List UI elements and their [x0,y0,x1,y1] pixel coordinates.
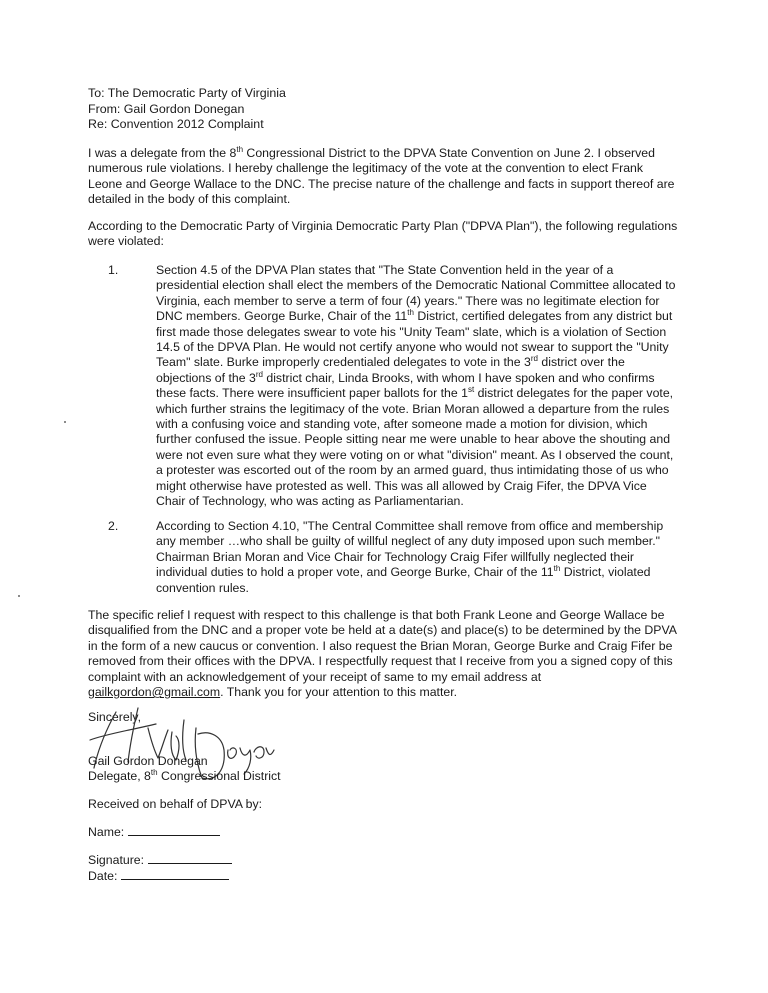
item-1-text [156,263,679,510]
header-to: To: The Democratic Party of Virginia [88,86,286,100]
signature-label: Signature: [88,853,145,867]
item-1-part-2: District, certified delegates from any district but first made those delegates swear to vote his "Unity Team" slate, which is a violation of Section 14.5 of the DPVA Plan. He would not certify anyone who would not swear to support the "Unity Team" slate. Burke improperly credentialed delegates to vote in the 3 [156,309,673,370]
closing: Sincerely, [88,710,142,724]
intro-text-a: I was a delegate from the 8 [88,146,237,160]
header-re: Re: Convention 2012 Complaint [88,117,264,131]
plan-intro-paragraph: According to the Democratic Party of Virginia Democratic Party Plan ("DPVA Plan"), the following regulations were violated: [88,219,678,249]
item-1-sup-3: rd [255,369,263,379]
item-1-sup-4: st [467,385,475,395]
scan-speck [18,595,20,597]
intro-sup: th [236,144,244,154]
item-1-sup-2: rd [530,354,538,364]
signer-title-b: Congressional District [157,769,281,783]
date-blank [121,869,229,880]
item-2-part-1: According to Section 4.10, "The Central Committee shall remove from office and membership any member …who shall be guilty of willful neglect of any duty imposed upon such member." Chairman Brian Moran and Vice Chair for Technology Craig Fifer willfully neglected their individual duties to hold a proper vote, and George Burke, Chair of the 11 [156,519,664,580]
name-blank [128,825,220,836]
intro-text-b: Congressional District to the DPVA State Convention on June 2. I observed numerous rule violations. I hereby challenge the legitimacy of the vote at the convention to elect Frank Leone and George Wallace to the DNC. The precise nature of the challenge and facts in support thereof are detailed in the body of this complaint. [88,146,675,207]
item-2-number: 2. [108,519,119,533]
date-line [88,869,229,884]
item-1-part-3: district over the objections of the 3 [156,355,625,385]
received-line: Received on behalf of DPVA by: [88,797,263,811]
item-1-number: 1. [108,263,119,277]
item-2-part-2: District, violated convention rules. [156,565,651,595]
item-1-part-4: district chair, Linda Brooks, with whom I have spoken and who confirms these facts. There were insufficient paper ballots for the 1 [156,370,655,401]
item-1-part-1: Section 4.5 of the DPVA Plan states that "The State Convention held in the year of a presidential election shall elect the members of the Democratic National Committee allocated to Virginia, each member to serve a term of four (4) years." There was no legitimate election for DNC members. George Burke, Chair of the 11 [156,263,676,324]
name-label: Name: [88,825,125,839]
item-2-sup-1: th [553,564,561,574]
scan-speck [64,421,66,423]
relief-text-a: The specific relief I request with respect to this challenge is that both Frank Leone and George Wallace be disqualified from the DNC and a proper vote be held at a date(s) and place(s) to be determined by the DPVA in the form of a new caucus or convention. I also request the Brian Moran, George Burke and Craig Fifer be removed from their offices with the DPVA. I respectfully request that I receive from you a signed copy of this complaint with an acknowledgement of your receipt of same to my email address at [88,608,677,684]
signature-blank [148,853,232,864]
signature-line [88,853,232,868]
letter-header [88,86,286,133]
relief-paragraph [88,608,680,700]
item-1-part-5: district delegates for the paper vote, which further strains the legitimacy of the vote. Brian Moran allowed a departure from the rules with a confusing voice and standing vote, after someone made a motion for division, which further confused the issue. People sitting near me were unable to hear above the shouting and were not even sure what they were voting on or what "division" meant. As I observed the count, a protester was escorted out of the room by an armed guard, thus intimidating those of us who might otherwise have protested as well. This was all allowed by Craig Fifer, the DPVA Vice Chair of Technology, who was acting as Parliamentarian. [156,386,674,509]
signer-title [88,769,281,784]
signer-title-a: Delegate, 8 [88,769,151,783]
intro-paragraph [88,146,680,208]
item-1-sup-1: th [407,308,414,318]
relief-text-b: . Thank you for your attention to this matter. [220,685,458,700]
name-line [88,825,220,840]
signer-title-sup: th [150,767,158,777]
item-2-text [156,519,679,596]
email-link[interactable]: gailkgordon@gmail.com [88,685,221,700]
signer-name: Gail Gordon Donegan [88,754,208,768]
date-label: Date: [88,869,118,883]
header-from: From: Gail Gordon Donegan [88,101,245,116]
